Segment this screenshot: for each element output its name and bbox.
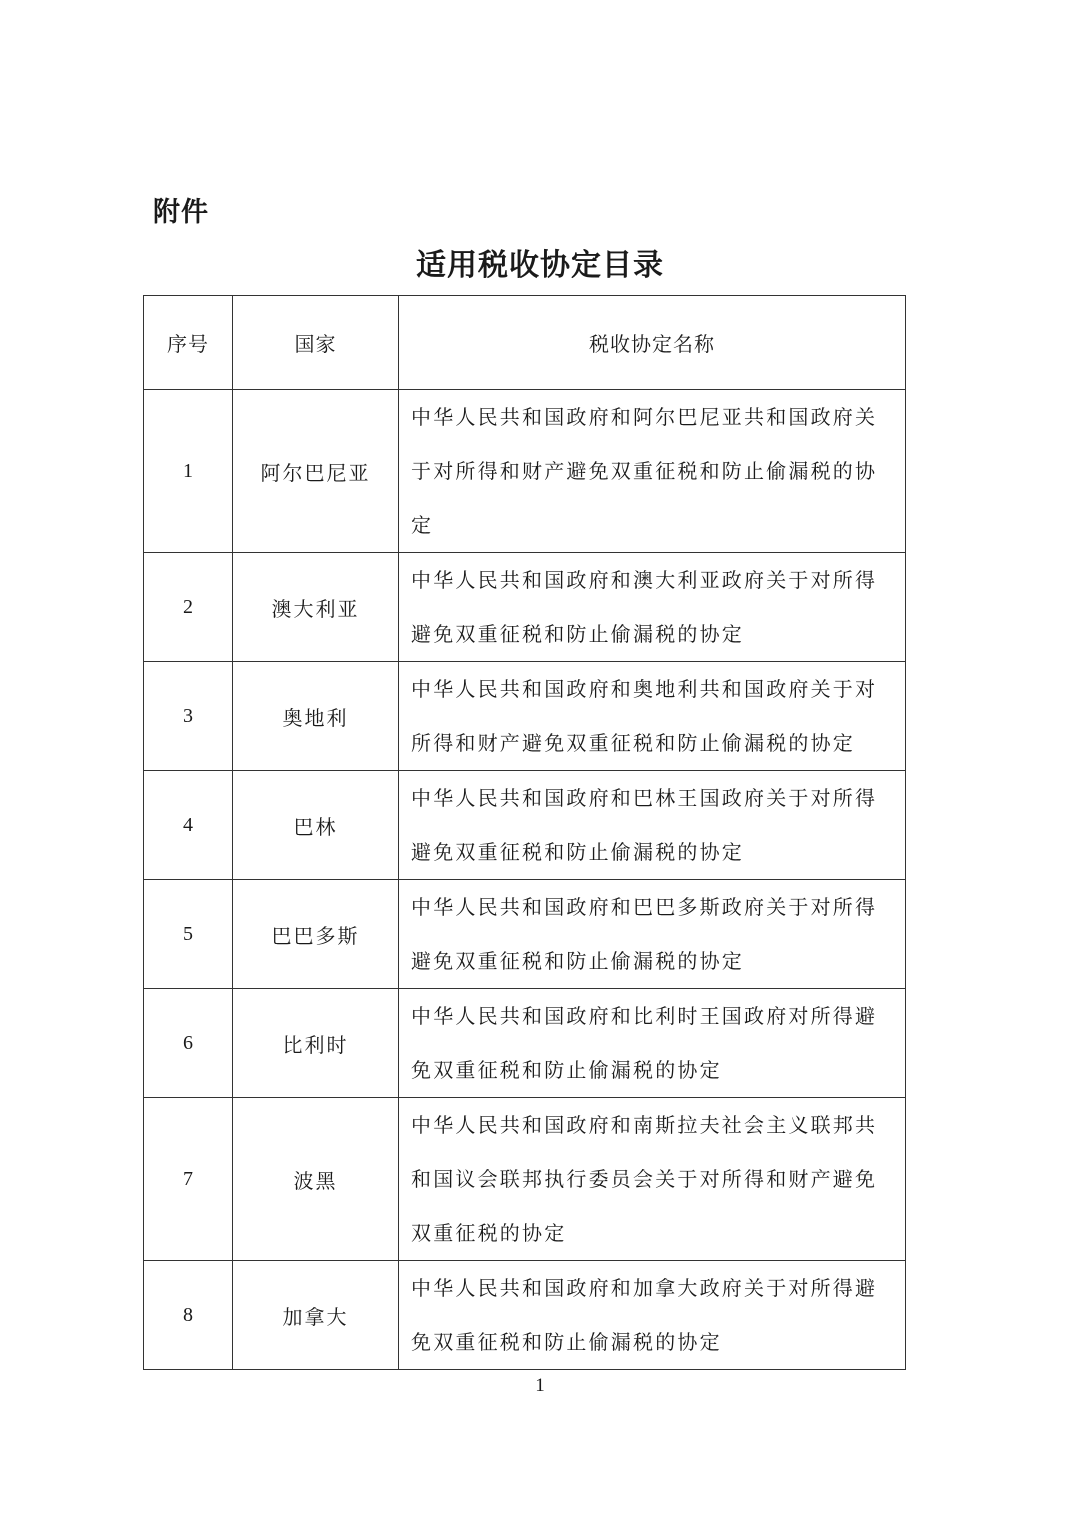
table-row [144, 553, 906, 662]
row-country: 巴林 [233, 771, 399, 880]
treaty-table [143, 295, 906, 1370]
table-row [144, 880, 906, 989]
table-row [144, 989, 906, 1098]
row-country: 澳大利亚 [233, 553, 399, 662]
row-number: 7 [144, 1098, 233, 1261]
row-country: 奥地利 [233, 662, 399, 771]
row-country: 加拿大 [233, 1261, 399, 1370]
row-number: 2 [144, 553, 233, 662]
row-number: 8 [144, 1261, 233, 1370]
row-treaty-name: 中华人民共和国政府和澳大利亚政府关于对所得避免双重征税和防止偷漏税的协定 [399, 553, 906, 662]
row-country: 巴巴多斯 [233, 880, 399, 989]
header-country: 国家 [233, 296, 399, 390]
row-treaty-name: 中华人民共和国政府和奥地利共和国政府关于对所得和财产避免双重征税和防止偷漏税的协定 [399, 662, 906, 771]
row-treaty-name: 中华人民共和国政府和阿尔巴尼亚共和国政府关于对所得和财产避免双重征税和防止偷漏税的协定 [399, 390, 906, 553]
row-treaty-name: 中华人民共和国政府和巴巴多斯政府关于对所得避免双重征税和防止偷漏税的协定 [399, 880, 906, 989]
row-treaty-name: 中华人民共和国政府和南斯拉夫社会主义联邦共和国议会联邦执行委员会关于对所得和财产避免双重征税的协定 [399, 1098, 906, 1261]
table-row [144, 662, 906, 771]
row-number: 3 [144, 662, 233, 771]
table-row [144, 1098, 906, 1261]
page-number: 1 [535, 1375, 545, 1396]
attachment-label: 附件 [153, 197, 209, 228]
table-row [144, 1261, 906, 1370]
row-number: 5 [144, 880, 233, 989]
row-country: 比利时 [233, 989, 399, 1098]
table-row [144, 771, 906, 880]
row-number: 4 [144, 771, 233, 880]
table-header-row [144, 296, 906, 390]
header-treaty-name: 税收协定名称 [399, 296, 906, 390]
row-treaty-name: 中华人民共和国政府和比利时王国政府对所得避免双重征税和防止偷漏税的协定 [399, 989, 906, 1098]
row-country: 阿尔巴尼亚 [233, 390, 399, 553]
table-row [144, 390, 906, 553]
document-title: 适用税收协定目录 [416, 248, 664, 283]
header-serial-number: 序号 [144, 296, 233, 390]
row-country: 波黑 [233, 1098, 399, 1261]
row-number: 1 [144, 390, 233, 553]
row-treaty-name: 中华人民共和国政府和巴林王国政府关于对所得避免双重征税和防止偷漏税的协定 [399, 771, 906, 880]
row-number: 6 [144, 989, 233, 1098]
row-treaty-name: 中华人民共和国政府和加拿大政府关于对所得避免双重征税和防止偷漏税的协定 [399, 1261, 906, 1370]
